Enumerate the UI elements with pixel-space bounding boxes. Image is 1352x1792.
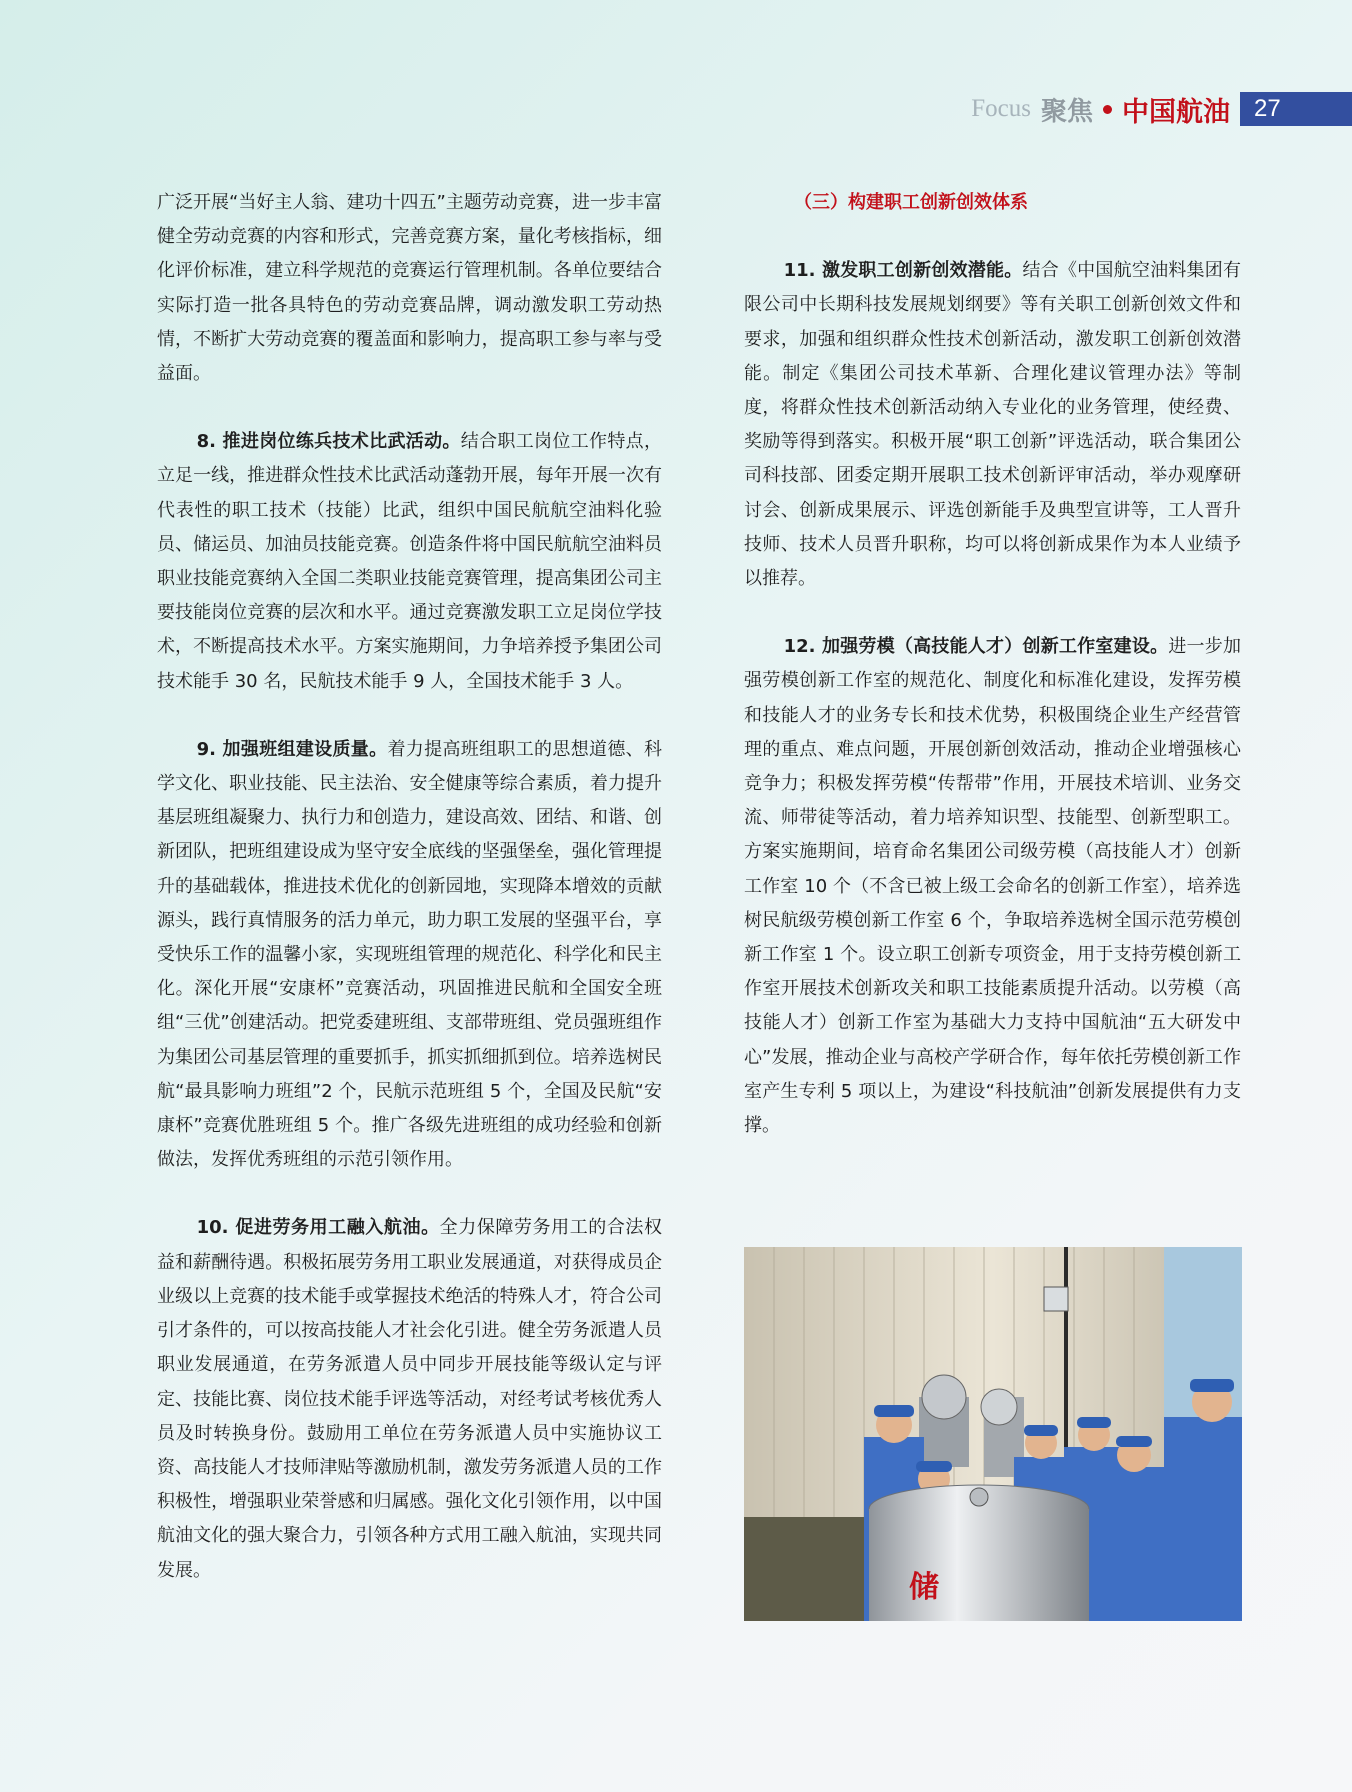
steel-sample-tank <box>869 1509 1089 1621</box>
paragraph-10-heading: 10. 促进劳务用工融入航油。 <box>196 1217 440 1239</box>
right-column <box>744 186 1241 1177</box>
tank-marking: 储 <box>909 1570 939 1605</box>
paragraph-8 <box>157 425 662 699</box>
paragraph-12-heading: 12. 加强劳模（高技能人才）创新工作室建设。 <box>783 636 1169 658</box>
intro-paragraph: 广泛开展“当好主人翁、建功十四五”主题劳动竞赛，进一步丰富健全劳动竞赛的内容和形式，完善竞赛方案，量化考核指标，细化评价标准，建立科学规范的竞赛运行管理机制。各单位要结合实际打造一批各具特色的劳动竞赛品牌，调动激发职工劳动热情，不断扩大劳动竞赛的覆盖面和影响力，提高职工参与率与受益面。 <box>157 192 662 385</box>
valve-box <box>1044 1287 1068 1311</box>
paragraph-11-body: 结合《中国航空油料集团有限公司中长期科技发展规划纲要》等有关职工创新创效文件和要求，加强和组织群众性技术创新活动，激发职工创新创效潜能。制定《集团公司技术革新、合理化建议管理办法》等制度，将群众性技术创新活动纳入专业化的业务管理，使经费、奖励等得到落实。积极开展“职工创新”评选活动，联合集团公司科技部、团委定期开展职工技术创新评审活动，举办观摩研讨会、创新成果展示、评选创新能手及典型宣讲等，工人晋升技师、技术人员晋升职称，均可以将创新成果作为本人业绩予以推荐。 <box>744 260 1242 590</box>
paragraph-10 <box>157 1211 662 1587</box>
workers-photo-illustration <box>744 1247 1242 1621</box>
section-title: （三）构建职工创新创效体系 <box>794 192 1028 213</box>
paragraph-10-body: 全力保障劳务用工的合法权益和薪酬待遇。积极拓展劳务用工职业发展通道，对获得成员企业级以上竞赛的技术能手或掌握技术绝活的特殊人才，符合公司引才条件的，可以按高技能人才社会化引进。健全劳务派遣人员职业发展通道，在劳务派遣人员中同步开展技能等级认定与评定、技能比赛、岗位技术能手评选等活动，对经考试考核优秀人员及时转换身份。鼓励用工单位在劳务派遣人员中实施协议工资、高技能人才技师津贴等激励机制，激发劳务派遣人员的工作积极性，增强职业荣誉感和归属感。强化文化引领作用，以中国航油文化的强大聚合力，引领各种方式用工融入航油，实现共同发展。 <box>157 1217 663 1581</box>
page-number: 27 <box>1240 92 1352 126</box>
paragraph-9-body: 着力提高班组职工的思想道德、科学文化、职业技能、民主法治、安全健康等综合素质，着力提升基层班组凝聚力、执行力和创造力，建设高效、团结、和谐、创新团队，把班组建设成为坚守安全底线的坚强堡垒，强化管理提升的基础载体，推进技术优化的创新园地，实现降本增效的贡献源头，践行真情服务的活力单元，助力职工发展的坚强平台，享受快乐工作的温馨小家，实现班组管理的规范化、科学化和民主化。深化开展“安康杯”竞赛活动，巩固推进民航和全国安全班组“三优”创建活动。把党委建班组、支部带班组、党员强班组作为集团公司基层管理的重要抓手，抓实抓细抓到位。培养选树民航“最具影响力班组”2 个，民航示范班组 5 个，全国及民航“安康杯”竞赛优胜班组 5 个。推广各级先进班组的成功经验和创新做法，发挥优秀班组的示范引领作用。 <box>157 738 662 1171</box>
left-column <box>157 186 662 1622</box>
tank-lid-knob <box>970 1488 988 1506</box>
separator-dot-icon <box>1103 105 1112 114</box>
paragraph-11 <box>744 254 1241 596</box>
paragraph-12 <box>744 630 1241 1143</box>
focus-label: Focus <box>971 95 1031 122</box>
pipe-vertical <box>1064 1247 1068 1467</box>
brand-label: 中国航油 <box>1122 96 1230 128</box>
page-header <box>971 92 1352 126</box>
paragraph-8-heading: 8. 推进岗位练兵技术比武活动。 <box>196 431 461 453</box>
paragraph-11-heading: 11. 激发职工创新创效潜能。 <box>783 260 1023 282</box>
paragraph-8-body: 结合职工岗位工作特点，立足一线，推进群众性技术比武活动蓬勃开展，每年开展一次有代表性的职工技术（技能）比武，组织中国民航航空油料化验员、储运员、加油员技能竞赛。创造条件将中国民航航空油料员职业技能竞赛纳入全国二类职业技能竞赛管理，提高集团公司主要技能岗位竞赛的层次和水平。通过竞赛激发职工立足岗位学技术，不断提高技术水平。方案实施期间，力争培养授予集团公司技术能手 30 名，民航技术能手 9 人，全国技术能手 3 人。 <box>157 431 663 692</box>
paragraph-12-body: 进一步加强劳模创新工作室的规范化、制度化和标准化建设，发挥劳模和技能人才的业务专长和技术优势，积极围绕企业生产经营管理的重点、难点问题，开展创新创效活动，推动企业增强核心竞争力；积极发挥劳模“传帮带”作用，开展技术培训、业务交流、师带徒等活动，着力培养知识型、技能型、创新型职工。方案实施期间，培育命名集团公司级劳模（高技能人才）创新工作室 10 个（不含已被上级工会命名的创新工作室），培养选树民航级劳模创新工作室 6 个，争取培养选树全国示范劳模创新工作室 1 个。设立职工创新专项资金，用于支持劳模创新工作室开展技术创新攻关和职工技能素质提升活动。以劳模（高技能人才）创新工作室为基础大力支持中国航油“五大研发中心”发展，推动企业与高校产学研合作，每年依托劳模创新工作室产生专利 5 项以上，为建设“科技航油”创新发展提供有力支撑。 <box>744 636 1241 1137</box>
paragraph-9-heading: 9. 加强班组建设质量。 <box>196 738 388 760</box>
paragraph-9 <box>157 733 662 1178</box>
section-label: 聚焦 <box>1040 96 1093 127</box>
workers-photo <box>744 1247 1242 1621</box>
